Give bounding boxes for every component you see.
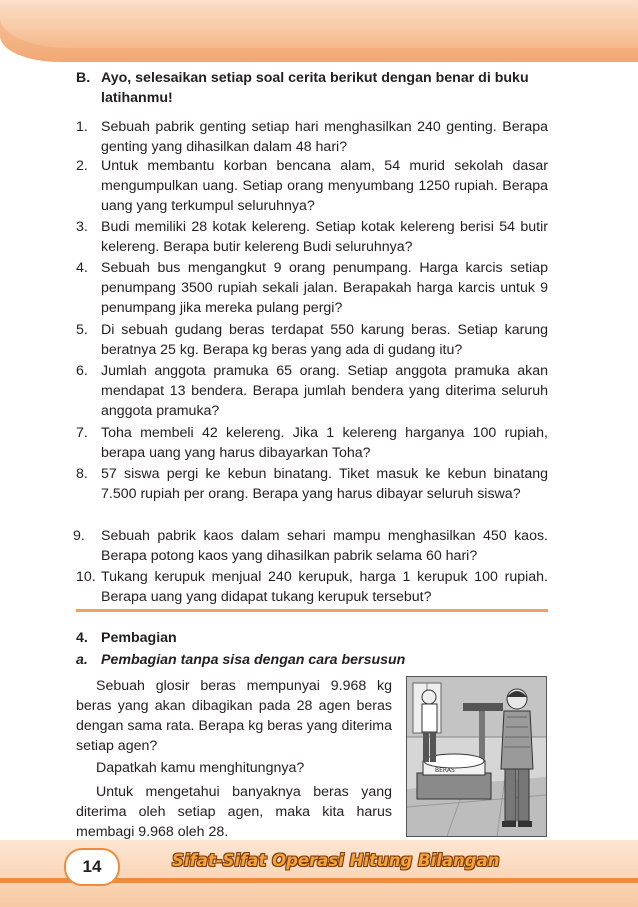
problem-text: Toha membeli 42 kelereng. Jika 1 kelereng harganya 100 rupiah, berapa uang yang harus dibayarkan Toha?: [101, 425, 548, 461]
problem-text: Untuk membantu korban bencana alam, 54 murid sekolah dasar mengumpulkan uang. Setiap orang menyumbang 1250 rupiah. Berapa uang yang terkumpul seluruhnya?: [101, 158, 548, 214]
paragraph-text: Dapatkah kamu menghitungnya?: [96, 760, 305, 776]
problem-item: [76, 156, 548, 216]
problem-item: [76, 117, 548, 157]
paragraph-text: Sebuah glosir beras mempunyai 9.968 kg beras yang akan dibagikan pada 28 agen beras dengan sama rata. Berapa kg beras yang diterima setiap agen?: [76, 678, 392, 754]
subsection-a-title: Pembagian tanpa sisa dengan cara bersusun: [101, 652, 406, 668]
problem-text: 57 siswa pergi ke kebun binatang. Tiket masuk ke kebun binatang 7.500 rupiah per orang. Berapa yang harus dibayar seluruh siswa?: [101, 466, 548, 502]
problem-number: 5.: [76, 322, 88, 338]
problem-text: Di sebuah gudang beras terdapat 550 karung beras. Setiap karung beratnya 25 kg. Berapa kg beras yang ada di gudang itu?: [101, 322, 548, 358]
problem-item: [76, 217, 548, 257]
problem-text: Tukang kerupuk menjual 240 kerupuk, harga 1 kerupuk 100 rupiah. Berapa uang yang didapat tukang kerupuk tersebut?: [101, 569, 548, 605]
section-b-label: B.: [76, 70, 91, 86]
problem-item: [76, 464, 548, 504]
problem-number: 9.: [73, 528, 85, 544]
subsection-a-label: a.: [76, 652, 88, 668]
paragraph: [76, 758, 392, 778]
problem-text: Sebuah pabrik kaos dalam sehari mampu menghasilkan 450 kaos. Berapa potong kaos yang dihasilkan pabrik selama 60 hari?: [101, 528, 548, 564]
problem-number: 6.: [76, 363, 88, 379]
section-b-instruction: Ayo, selesaikan setiap soal cerita berikut dengan benar di buku latihanmu!: [101, 70, 529, 106]
problem-number: 7.: [76, 425, 88, 441]
problem-number: 4.: [76, 260, 88, 276]
problem-item: [76, 567, 548, 607]
section-4-title: Pembagian: [101, 630, 177, 646]
problem-number: 1.: [76, 119, 88, 135]
illustration-drawing: [407, 677, 546, 836]
problem-item: [76, 361, 548, 421]
problem-text: Budi memiliki 28 kotak kelereng. Setiap kotak kelereng berisi 54 butir kelereng. Berapa butir kelereng Budi seluruhnya?: [101, 219, 548, 255]
problem-item: [73, 526, 548, 566]
rice-scale-illustration: [406, 676, 547, 837]
problem-number: 3.: [76, 219, 88, 235]
problem-item: [76, 320, 548, 360]
problem-item: [76, 423, 548, 463]
problem-number: 2.: [76, 158, 88, 174]
paragraph: [76, 676, 392, 756]
header-decoration: [0, 0, 638, 62]
section-b-heading: [76, 68, 548, 108]
section-4-label: 4.: [76, 630, 88, 646]
paragraph-text: Untuk mengetahui banyaknya beras yang diterima oleh setiap agen, maka kita harus membagi 9.968 oleh 28.: [76, 784, 392, 840]
problem-text: Sebuah pabrik genting setiap hari menghasilkan 240 genting. Berapa genting yang dihasilkan dalam 48 hari?: [101, 119, 548, 155]
problem-text: Jumlah anggota pramuka 65 orang. Setiap anggota pramuka akan mendapat 13 bendera. Berapa jumlah bendera yang diterima seluruh anggota pramuka?: [101, 363, 548, 419]
problem-item: [76, 258, 548, 318]
section-divider: [76, 609, 548, 612]
svg-text:BERAS: BERAS: [435, 767, 455, 774]
book-title: Sifat-Sifat Operasi Hitung Bilangan: [172, 851, 500, 870]
page-number: 14: [64, 848, 120, 886]
problem-number: 10.: [76, 569, 96, 585]
problem-text: Sebuah bus mengangkut 9 orang penumpang. Harga karcis setiap penumpang 3500 rupiah sekali jalan. Berapakah harga karcis untuk 9 penumpang jika mereka pulang pergi?: [101, 260, 548, 316]
problem-number: 8.: [76, 466, 88, 482]
paragraph: [76, 782, 392, 842]
